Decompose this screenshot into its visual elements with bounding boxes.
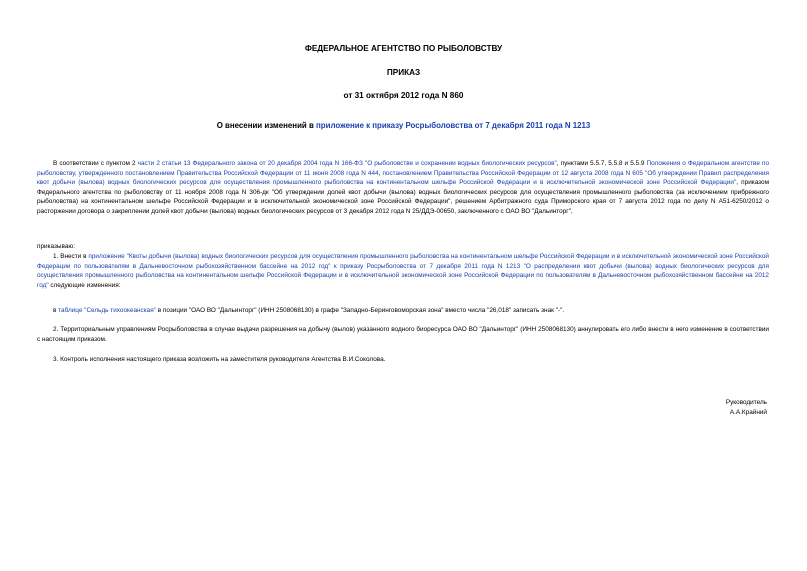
preamble-text-1: В соответствии с пунктом 2: [53, 160, 138, 167]
preamble-text-3: ,: [378, 169, 383, 177]
appendix-link[interactable]: приложение "Квоты добычи (вылова) водных биологических ресурсов для осуществления промышленного рыболовства на континентальном шельфе Российской Федерации и в исключительной экономической зоне Российской Федерации по пользователям в Дальневосточном рыбохозяйственном бассейне на 2012 год" к приказу Росрыболовства от 7 декабря 2011 года N 1213 "О распределении квот добычи (вылова) водных биологических ресурсов для осуществления промышленного рыболовства на континентальном шельфе Российской Федерации и в исключительной экономической зоне Российской Федерации по пользователям в Дальневосточном рыбохозяйственном бассейне на 2012 год": [37, 253, 769, 289]
preamble-text-2: , пунктами 5.5.7, 5.5.8 и 5.5.9: [556, 160, 647, 167]
law-166-fz-link[interactable]: части 2 статьи 13 Федерального закона от 20 декабря 2004 года N 166-ФЗ "О рыболовстве и сохранении водных биологических ресурсов": [137, 160, 557, 167]
regulation-444-link[interactable]: Положения о Федеральном агентстве по рыболовству, утвержденного постановлением Правительства Российской Федерации от 11 июня 2008 года N 444: [37, 160, 770, 177]
item-1-text-1: 1. Внести в: [53, 253, 89, 260]
resolution-605-link[interactable]: постановлением Правительства Российской Федерации от 12 августа 2008 года N 605 "Об утверждении Правил распределения квот добычи (вылова) водных биологических ресурсов для осуществления промышленного рыболовства на континентальном шельфе Российской Федерации и в исключительной экономической зоне Российской Федерации": [37, 169, 769, 187]
agency-heading: ФЕДЕРАЛЬНОЕ АГЕНТСТВО ПО РЫБОЛОВСТВУ: [304, 44, 503, 53]
item-3: [37, 355, 769, 365]
item-1-change: [37, 306, 769, 316]
document-title: [0, 121, 807, 131]
signature-name: А.А.Крайний: [729, 409, 767, 416]
item-1-text-2: следующие изменения:: [48, 281, 121, 289]
preamble-paragraph: [37, 159, 769, 217]
preamble-text-4: , приказом Федерального агентства по рыболовству от 11 ноября 2008 года N 306-дк "Об утверждении долей квот добычи (вылова) водных биологических ресурсов для осуществления промышленного рыболовства (за исключением прибрежного рыболовства) на континентальном шельфе Российской Федерации и в исключительной экономической зоне Российской Федерации", решением Арбитражного суда Приморского края от 7 августа 2012 года по делу N А51-6250/2012 о расторжении договора о закреплении долей квот добычи (вылова) водных биологических ресурсов от 3 декабря 2012 года N 25/ДДЭ-00650, заключенного с ОАО ВО "Дальинторг",: [37, 179, 769, 215]
document-date-number: от 31 октября 2012 года N 860: [343, 91, 464, 100]
title-link[interactable]: приложение к приказу Росрыболовства от 7 декабря 2011 года N 1213: [316, 121, 591, 130]
item-1-change-text-2: в позиции "ОАО ВО "Дальинторг" (ИНН 2508068130) в графе "Западно-Беринговоморская зона" вместо числа "26,018" записать знак "-".: [155, 307, 565, 314]
item-1: [37, 252, 769, 290]
herring-table-link[interactable]: таблице "Сельдь тихоокеанская": [58, 307, 156, 314]
item-3-paragraph: 3. Контроль исполнения настоящего приказа возложить на заместителя руководителя Агентства В.И.Соколова.: [53, 356, 386, 363]
item-2: [37, 325, 769, 344]
title-prefix: О внесении изменений в: [216, 121, 317, 130]
item-2-paragraph: 2. Территориальным управлениям Росрыболовства в случае выдачи разрешения на добычу (вылов) указанного водного биоресурса ОАО ВО "Дальинторг" (ИНН 2508068130) аннулировать его либо внести в него изменение в соответствии с настоящим приказом.: [37, 326, 769, 343]
item-1-change-text-1: в: [53, 307, 59, 314]
preamble: [37, 159, 769, 217]
item-1-paragraph: [37, 252, 769, 290]
signature-position: Руководитель: [725, 399, 767, 406]
order-word: приказываю:: [37, 243, 75, 250]
item-1-change-paragraph: [37, 306, 769, 316]
document-type: ПРИКАЗ: [386, 68, 421, 77]
